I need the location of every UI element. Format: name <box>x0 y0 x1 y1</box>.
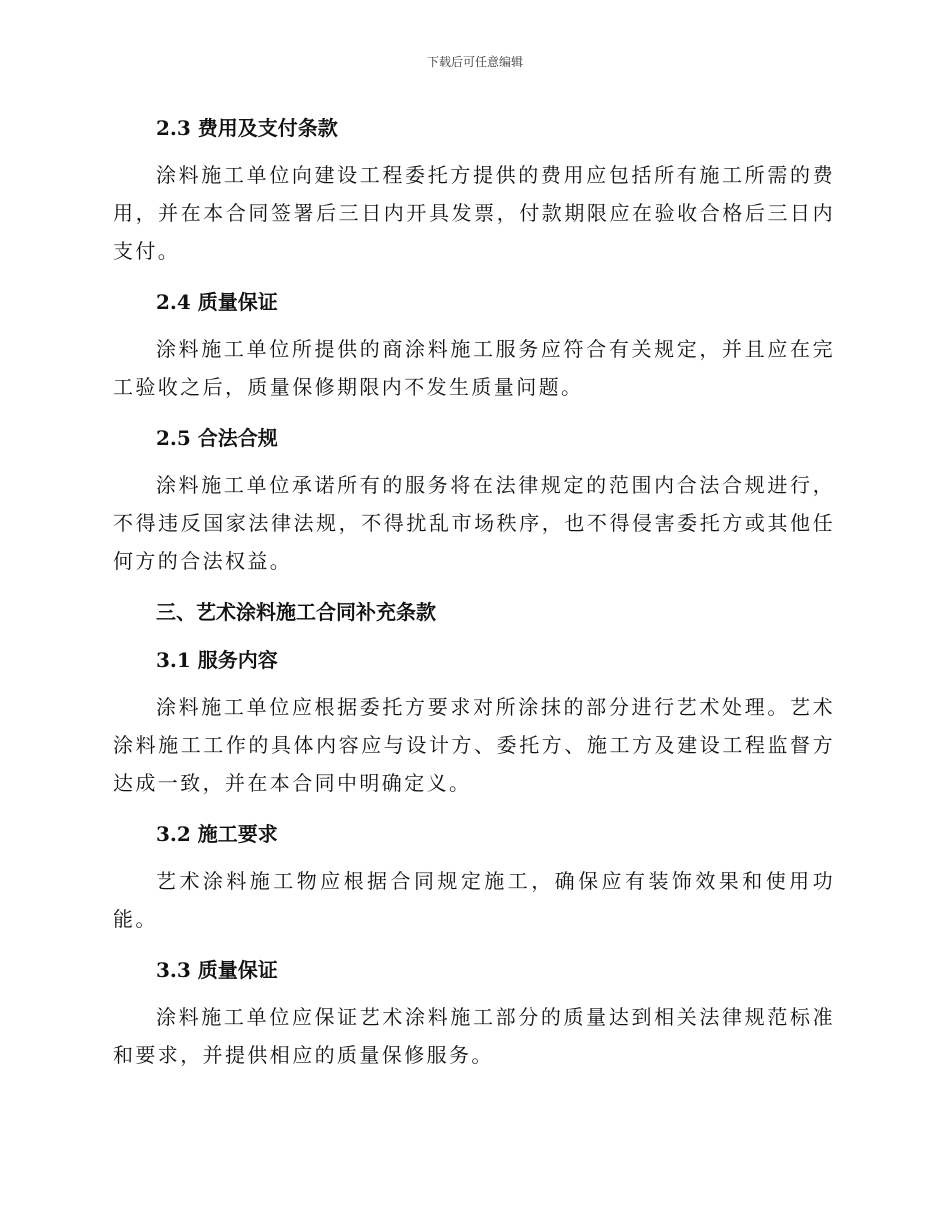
section-heading-2-3: 2.3 费用及支付条款 <box>156 116 338 140</box>
section-paragraph-3-3: 涂料施工单位应保证艺术涂料施工部分的质量达到相关法律规范标准和要求，并提供相应的质量保修服务。 <box>113 1005 835 1067</box>
page-header: 下载后可任意编辑 <box>426 55 523 69</box>
section-heading-2-4: 2.4 质量保证 <box>156 290 278 314</box>
document-body <box>113 108 835 1086</box>
section-paragraph-2-3: 涂料施工单位向建设工程委托方提供的费用应包括所有施工所需的费用，并在本合同签署后三日内开具发票，付款期限应在验收合格后三日内支付。 <box>113 163 835 263</box>
section-paragraph-2-4: 涂料施工单位所提供的商涂料施工服务应符合有关规定，并且应在完工验收之后，质量保修期限内不发生质量问题。 <box>113 337 835 399</box>
chapter-heading-3: 三、艺术涂料施工合同补充条款 <box>156 600 436 624</box>
section-heading-2-5: 2.5 合法合规 <box>156 426 278 450</box>
section-heading-3-3: 3.3 质量保证 <box>156 958 278 982</box>
section-heading-3-2: 3.2 施工要求 <box>156 822 278 846</box>
section-paragraph-2-5: 涂料施工单位承诺所有的服务将在法律规定的范围内合法合规进行，不得违反国家法律法规，不得扰乱市场秩序，也不得侵害委托方或其他任何方的合法权益。 <box>113 473 835 573</box>
section-heading-3-1: 3.1 服务内容 <box>156 648 278 672</box>
section-paragraph-3-2: 艺术涂料施工物应根据合同规定施工，确保应有装饰效果和使用功能。 <box>113 869 835 931</box>
section-paragraph-3-1: 涂料施工单位应根据委托方要求对所涂抹的部分进行艺术处理。艺术涂料施工工作的具体内容应与设计方、委托方、施工方及建设工程监督方达成一致，并在本合同中明确定义。 <box>113 695 835 795</box>
